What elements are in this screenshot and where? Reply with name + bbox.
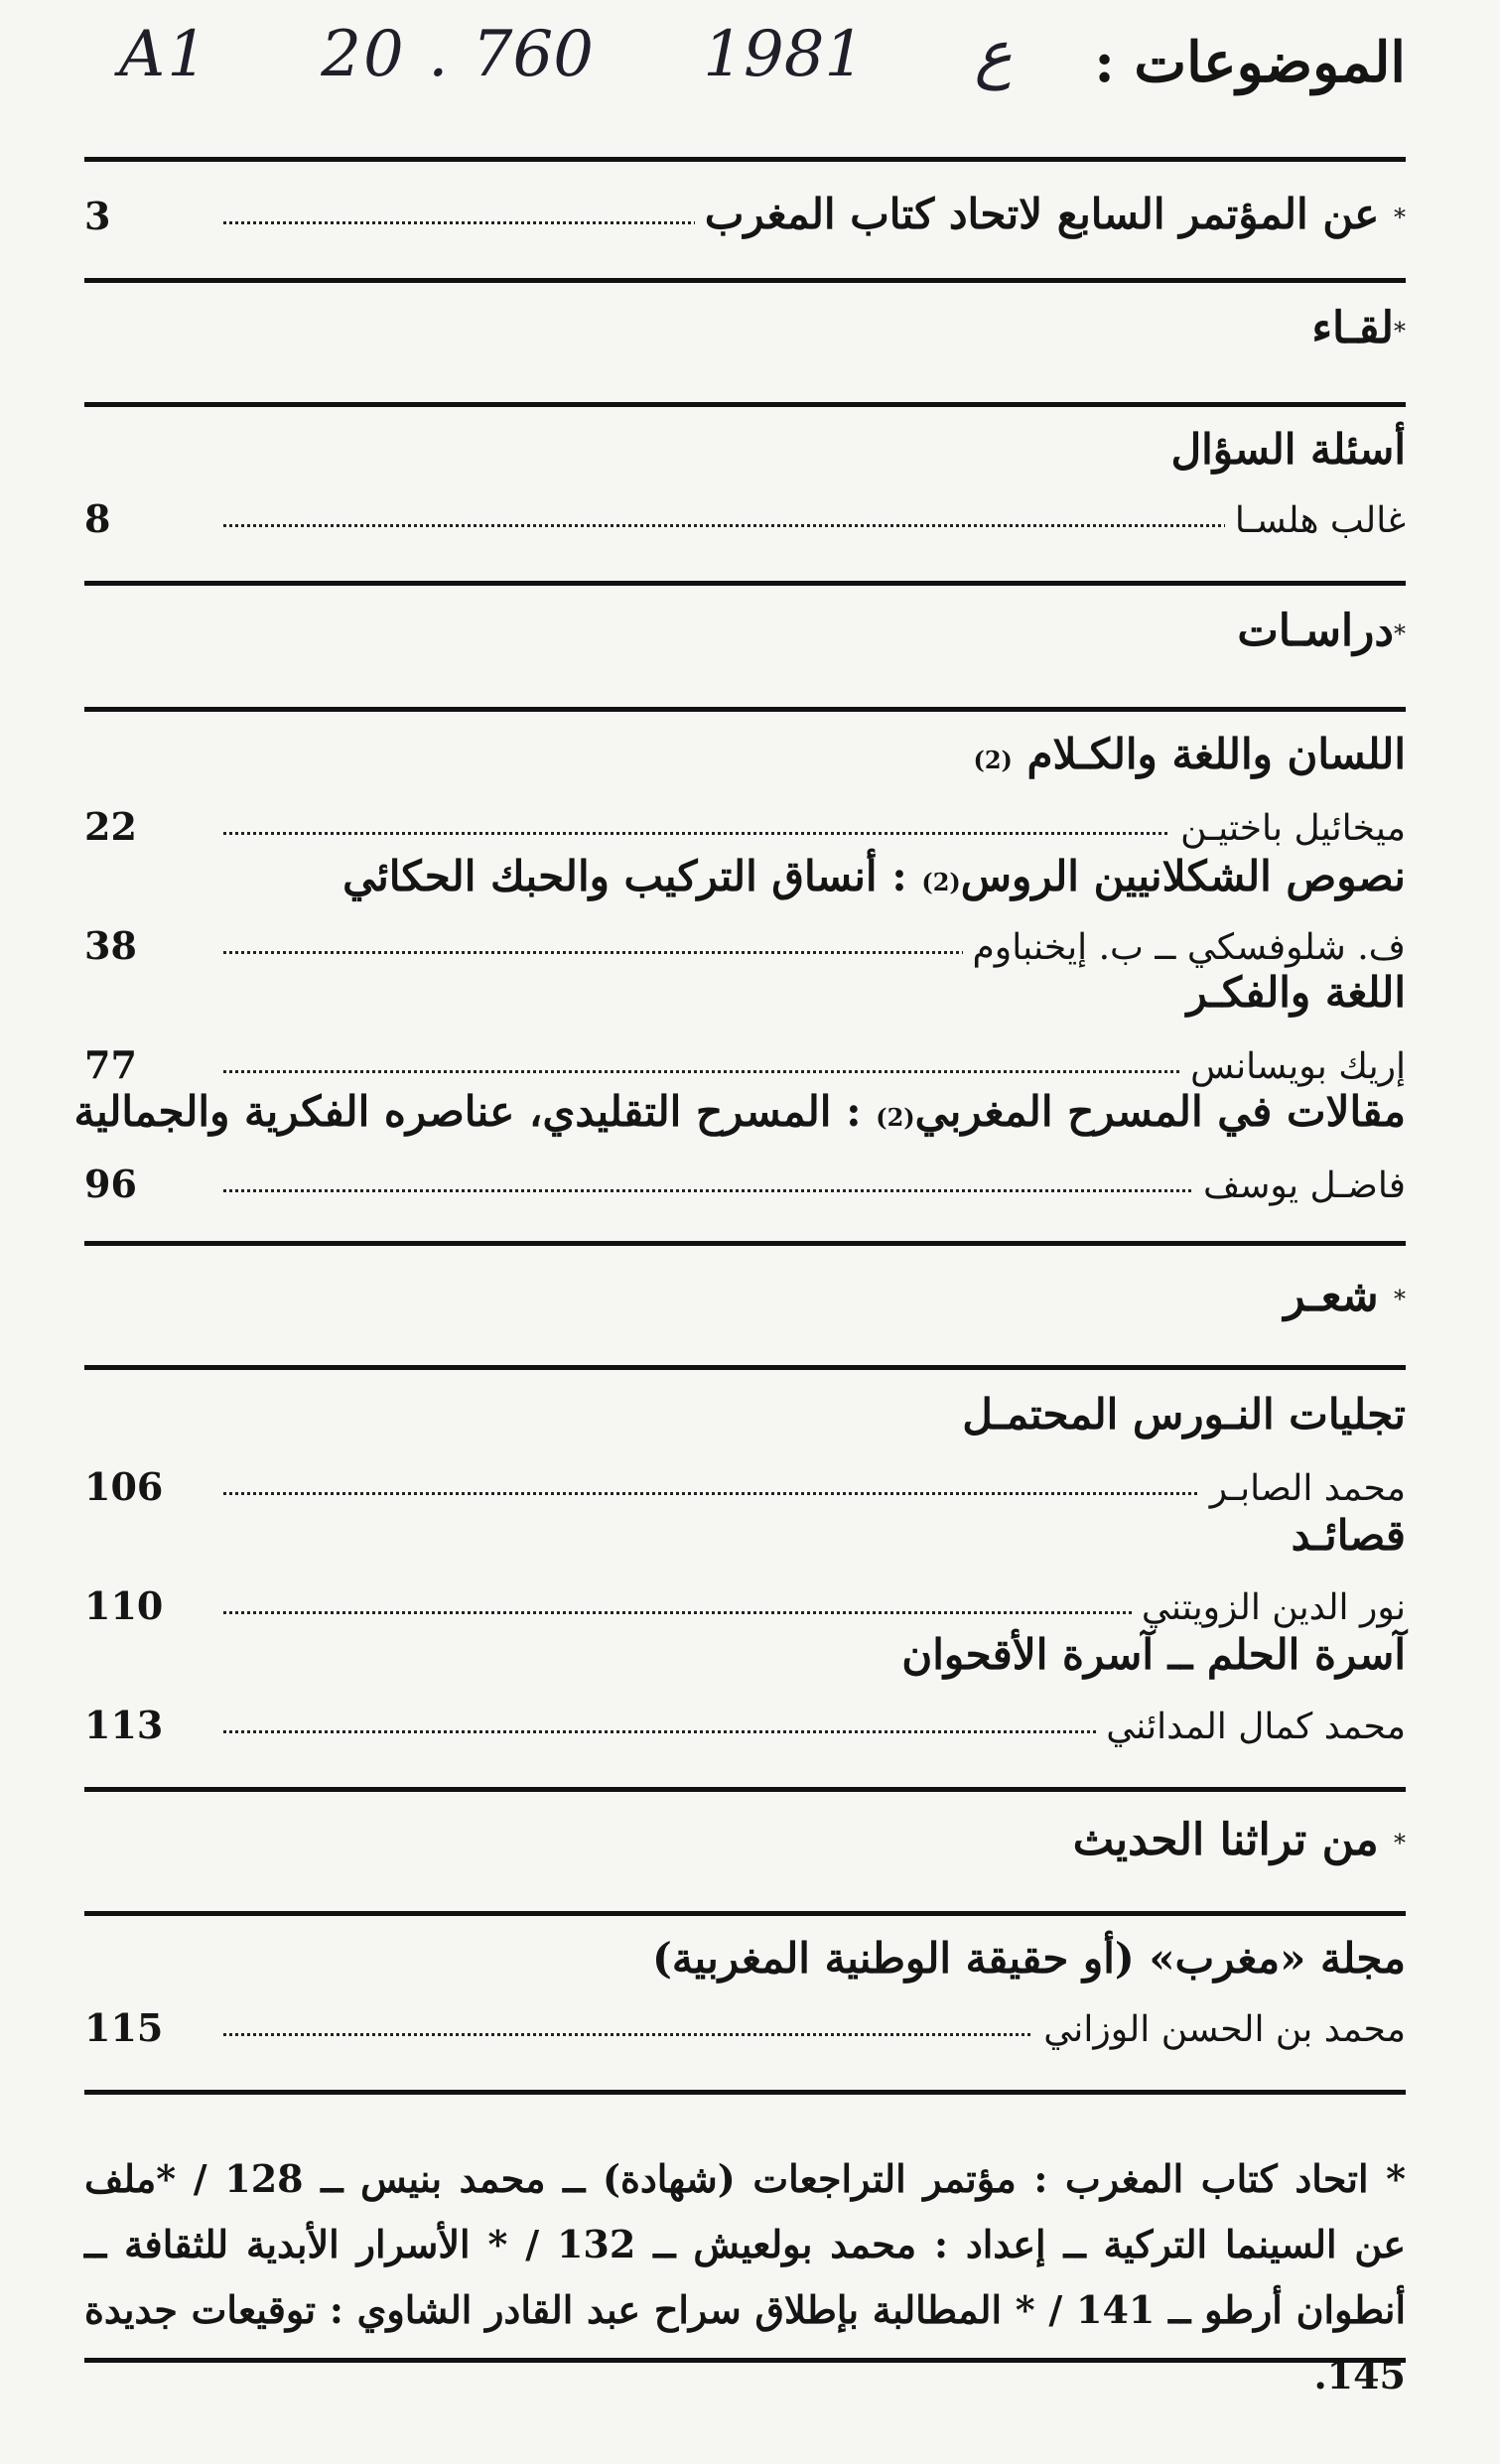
divider <box>84 581 1406 586</box>
page-title: الموضوعات : <box>1094 30 1406 95</box>
toc-entry-intro <box>84 179 1406 238</box>
author-name: فاضـل يوسف <box>1193 1165 1406 1206</box>
toc-entry-author <box>84 1449 1406 1509</box>
page-number: 115 <box>84 2005 164 2050</box>
divider <box>84 2358 1406 2363</box>
toc-entry-author <box>84 481 1406 541</box>
author-name: محمد الصابـر <box>1200 1468 1406 1509</box>
author-name: نور الدين الزويتني <box>1132 1587 1406 1628</box>
page-number: 22 <box>84 804 137 849</box>
divider <box>84 707 1406 712</box>
section-heading-turath: * من تراثنا الحديث <box>1072 1815 1406 1865</box>
author-name: ف. شلوفسكي ــ ب. إيخنباوم <box>963 927 1406 968</box>
toc-entry-author <box>84 1688 1406 1747</box>
divider <box>84 157 1406 162</box>
divider <box>84 402 1406 407</box>
entry-title: * عن المؤتمر السابع لاتحاد كتاب المغرب <box>695 190 1406 238</box>
divider <box>84 1787 1406 1792</box>
author-name: ميخائيل باختيـن <box>1170 808 1406 849</box>
toc-entry-author <box>84 1147 1406 1206</box>
article-title: قصائـد <box>1291 1511 1406 1560</box>
toc-entry-author <box>84 908 1406 968</box>
divider <box>84 1911 1406 1916</box>
page-number: 38 <box>84 923 137 968</box>
toc-entry-author <box>84 1990 1406 2050</box>
section-heading-dirasat: *دراسـات <box>1237 606 1406 656</box>
page-number: 77 <box>84 1042 137 1087</box>
article-title: تجليات النـورس المحتمـل <box>962 1390 1406 1438</box>
toc-entry-author <box>84 789 1406 849</box>
author-name: محمد بن الحسن الوزاني <box>1033 2009 1406 2050</box>
author-name: إريك بويسانس <box>1180 1046 1406 1087</box>
hand-date: 20 . ع <box>321 18 1013 91</box>
article-title: أسئلة السؤال <box>1170 425 1406 474</box>
page-number: 110 <box>84 1583 164 1628</box>
article-title: نصوص الشكلانيين الروس(2) : أنساق التركيب والحبك الحكائي <box>342 852 1406 900</box>
author-name: محمد كمال المدائني <box>1096 1707 1406 1747</box>
handwritten-annotation <box>119 18 1102 91</box>
footer-notes: * اتحاد كتاب المغرب : مؤتمر التراجعات (شهادة) ــ محمد بنيس ــ 128 / *ملف عن السينما التركية ــ إعداد : محمد بولعيش ــ 132 / * الأسرار الأبدية للثقافة ــ أنطوان أرطو ــ 141 / * المطالبة بإطلاق سراح عبد القادر الشاوي : توقيعات جديدة 145. <box>84 2156 1407 2397</box>
toc-entry-author <box>84 1569 1406 1628</box>
divider <box>84 278 1406 283</box>
hand-number: 760 <box>472 18 594 91</box>
article-title: مجلة «مغرب» (أو حقيقة الوطنية المغربية) <box>652 1934 1406 1983</box>
page-number: 3 <box>84 194 111 238</box>
page-number: 96 <box>84 1162 137 1206</box>
page-number: 8 <box>84 496 111 541</box>
article-title: اللغة والفكـر <box>1186 968 1406 1017</box>
hand-code: A1 <box>119 18 209 91</box>
author-name: غالب هلسـا <box>1225 500 1406 541</box>
divider <box>84 1365 1406 1370</box>
section-heading-liqaa: *لقـاء <box>1311 303 1406 353</box>
article-title: مقالات في المسرح المغربي(2) : المسرح التقليدي، عناصره الفكرية والجمالية <box>73 1087 1406 1136</box>
section-heading-shir: * شعـر <box>1284 1271 1406 1321</box>
divider <box>84 1241 1406 1246</box>
article-title: اللسان واللغة والكـلام (2) <box>973 730 1406 778</box>
divider <box>84 2090 1406 2095</box>
hand-year: 1981 <box>703 18 866 91</box>
page-number: 106 <box>84 1464 164 1509</box>
article-title: آسرة الحلم ــ آسرة الأقحوان <box>901 1630 1406 1679</box>
page-number: 113 <box>84 1703 164 1747</box>
toc-entry-author <box>84 1027 1406 1087</box>
